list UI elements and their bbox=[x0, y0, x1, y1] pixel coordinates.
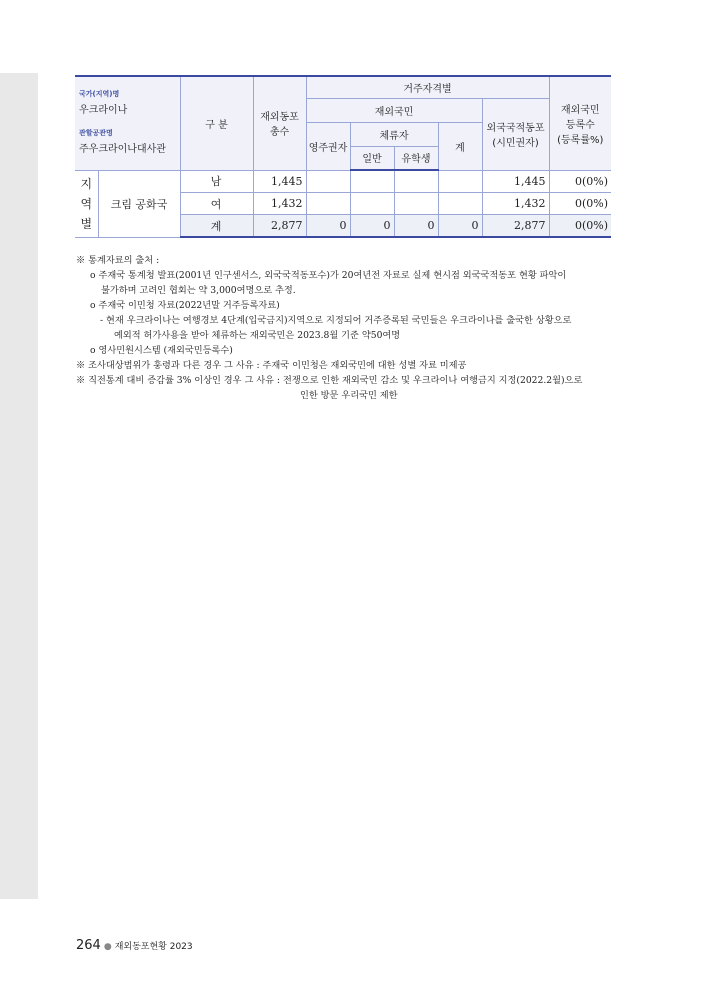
header-overseas-nationals: 재외국민 bbox=[306, 98, 482, 122]
region-name: 크림 공화국 bbox=[98, 170, 180, 237]
cell-total: 1,445 bbox=[253, 170, 306, 193]
header-student: 유학생 bbox=[394, 146, 438, 170]
header-subtotal: 계 bbox=[438, 122, 482, 170]
cell-student bbox=[394, 170, 438, 193]
note-source-heading: ※ 통계자료의 출처 : bbox=[76, 255, 160, 266]
cell-subtotal bbox=[438, 170, 482, 193]
header-foreign-citizens: 외국국적동포 (시민권자) bbox=[482, 98, 549, 170]
cell-total: 1,432 bbox=[253, 193, 306, 215]
office-name: 주우크라이나대사관 bbox=[79, 144, 166, 155]
note-source-item: o 주재국 통계청 발표(2001년 인구센서스, 외국국적동포수)가 20여년전 자료로 실제 현시점 외국국적동포 현황 파악이 bbox=[90, 270, 567, 281]
note-scope-reason: ※ 조사대상범위가 훙령과 다른 경우 그 사유 : 주재국 이민청은 재외국민에 대한 성별 자료 미제공 bbox=[76, 360, 467, 371]
notes-section bbox=[76, 253, 621, 403]
cell-registered: 0(0%) bbox=[549, 215, 611, 238]
region-category-label: 지 역 별 bbox=[75, 170, 98, 237]
cell-citizens: 2,877 bbox=[482, 215, 549, 238]
cell-citizens: 1,445 bbox=[482, 170, 549, 193]
row-gubun: 계 bbox=[180, 215, 253, 238]
office-label: 관할공관명 bbox=[79, 129, 113, 137]
cell-subtotal bbox=[438, 193, 482, 215]
header-general: 일반 bbox=[350, 146, 394, 170]
header-sojourner: 체류자 bbox=[350, 122, 438, 146]
page-footer bbox=[76, 938, 193, 953]
note-source-item: o 영사민원시스템 (재외국민등록수) bbox=[90, 345, 233, 356]
statistics-table bbox=[75, 75, 611, 238]
table-corner-header bbox=[75, 76, 180, 170]
header-gubun: 구 분 bbox=[180, 76, 253, 170]
cell-registered: 0(0%) bbox=[549, 170, 611, 193]
note-source-item: o 주재국 이민청 자료(2022년말 거주등록자료) bbox=[90, 300, 280, 311]
cell-permanent: 0 bbox=[306, 215, 350, 238]
note-change-reason: ※ 직전통계 대비 증감률 3% 이상인 경우 그 사유 : 전쟁으로 인한 재외국민 감소 및 우크라이나 여행금지 지정(2022.2월)으로 bbox=[76, 375, 583, 386]
cell-permanent bbox=[306, 170, 350, 193]
cell-student: 0 bbox=[394, 215, 438, 238]
cell-general: 0 bbox=[350, 215, 394, 238]
header-residence-status: 거주자격별 bbox=[306, 76, 549, 98]
cell-general bbox=[350, 170, 394, 193]
row-gubun: 여 bbox=[180, 193, 253, 215]
note-source-item-cont: 불가하며 고려인 협회는 약 3,000여명으로 추정. bbox=[101, 285, 296, 296]
side-margin-bar bbox=[0, 73, 38, 899]
cell-permanent bbox=[306, 193, 350, 215]
cell-student bbox=[394, 193, 438, 215]
publication-title: 재외동포현황 2023 bbox=[114, 942, 193, 952]
note-source-subitem-cont: 예외적 허가사용을 받아 체류하는 재외국민은 2023.8월 기준 약50여명 bbox=[114, 330, 401, 341]
cell-total: 2,877 bbox=[253, 215, 306, 238]
row-gubun: 남 bbox=[180, 170, 253, 193]
header-total-overseas: 재외동포 총수 bbox=[253, 76, 306, 170]
header-registered: 재외국민 등록수 (등록률%) bbox=[549, 76, 611, 170]
cell-subtotal: 0 bbox=[438, 215, 482, 238]
cell-registered: 0(0%) bbox=[549, 193, 611, 215]
cell-citizens: 1,432 bbox=[482, 193, 549, 215]
country-label: 국가(지역)명 bbox=[79, 90, 120, 98]
bullet-icon: ● bbox=[103, 942, 112, 952]
cell-general bbox=[350, 193, 394, 215]
table-row-male bbox=[75, 170, 611, 193]
country-name: 우크라이나 bbox=[79, 105, 128, 116]
page-number: 264 bbox=[76, 938, 101, 953]
note-source-subitem: - 현재 우크라이나는 여행경보 4단계(입국금지)지역으로 지정되어 거주증록된 국민들은 우크라이나를 출국한 상황으로 bbox=[100, 315, 572, 326]
header-permanent-resident: 영주권자 bbox=[306, 122, 350, 170]
note-change-reason-cont: 인한 방문 우리국민 제한 bbox=[300, 390, 398, 401]
